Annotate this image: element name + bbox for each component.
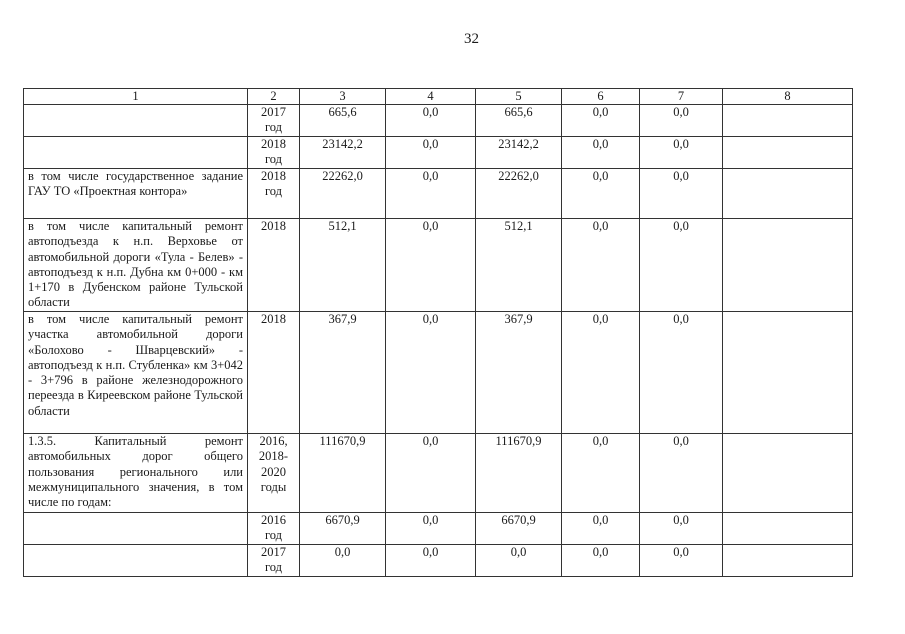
cell-col3: 23142,2	[300, 137, 386, 169]
column-header: 5	[476, 89, 562, 105]
cell-col6: 0,0	[562, 169, 640, 219]
row-description: в том числе капитальный ремонт автоподъезда к н.п. Верховье от автомобильной дороги «Тула - Белев» - автоподъезд к н.п. Дубна км 0+000 - км 1+170 в Дубенском районе Тульской области	[24, 219, 248, 312]
cell-col6: 0,0	[562, 137, 640, 169]
row-period: 2018 год	[248, 137, 300, 169]
row-description: в том числе государственное задание ГАУ ТО «Проектная контора»	[24, 169, 248, 219]
row-period: 2017 год	[248, 105, 300, 137]
row-description	[24, 513, 248, 545]
row-period: 2016 год	[248, 513, 300, 545]
row-period: 2017 год	[248, 545, 300, 577]
row-description	[24, 105, 248, 137]
cell-col8	[723, 545, 853, 577]
cell-col3: 665,6	[300, 105, 386, 137]
table-row	[24, 312, 853, 434]
column-header: 3	[300, 89, 386, 105]
page-number: 32	[464, 31, 479, 47]
cell-col6: 0,0	[562, 513, 640, 545]
cell-col4: 0,0	[386, 105, 476, 137]
row-period: 2016, 2018-2020 годы	[248, 434, 300, 513]
cell-col5: 665,6	[476, 105, 562, 137]
cell-col4: 0,0	[386, 545, 476, 577]
table-header-row	[24, 89, 853, 105]
cell-col4: 0,0	[386, 169, 476, 219]
budget-table	[23, 88, 853, 577]
table-row	[24, 434, 853, 513]
table-row	[24, 169, 853, 219]
cell-col4: 0,0	[386, 137, 476, 169]
cell-col6: 0,0	[562, 545, 640, 577]
table-row	[24, 219, 853, 312]
cell-col6: 0,0	[562, 105, 640, 137]
cell-col8	[723, 219, 853, 312]
cell-col6: 0,0	[562, 219, 640, 312]
cell-col4: 0,0	[386, 312, 476, 434]
row-period: 2018	[248, 219, 300, 312]
cell-col7: 0,0	[640, 137, 723, 169]
column-header: 2	[248, 89, 300, 105]
cell-col8	[723, 137, 853, 169]
row-description	[24, 545, 248, 577]
cell-col3: 367,9	[300, 312, 386, 434]
cell-col6: 0,0	[562, 434, 640, 513]
cell-col5: 367,9	[476, 312, 562, 434]
cell-col3: 22262,0	[300, 169, 386, 219]
cell-col3: 0,0	[300, 545, 386, 577]
table-row	[24, 513, 853, 545]
row-description	[24, 137, 248, 169]
cell-col7: 0,0	[640, 219, 723, 312]
cell-col7: 0,0	[640, 169, 723, 219]
cell-col8	[723, 169, 853, 219]
cell-col7: 0,0	[640, 545, 723, 577]
table-row	[24, 137, 853, 169]
cell-col7: 0,0	[640, 312, 723, 434]
cell-col5: 22262,0	[476, 169, 562, 219]
cell-col5: 6670,9	[476, 513, 562, 545]
cell-col5: 111670,9	[476, 434, 562, 513]
cell-col3: 6670,9	[300, 513, 386, 545]
cell-col8	[723, 513, 853, 545]
row-description: в том числе капитальный ремонт участка автомобильной дороги «Болохово - Шварцевский» - автоподъезд к н.п. Стубленка» км 3+042 - 3+796 в районе железнодорожного переезда в Киреевском районе Тульской области	[24, 312, 248, 434]
cell-col5: 0,0	[476, 545, 562, 577]
cell-col7: 0,0	[640, 105, 723, 137]
cell-col5: 23142,2	[476, 137, 562, 169]
cell-col4: 0,0	[386, 219, 476, 312]
cell-col3: 512,1	[300, 219, 386, 312]
cell-col4: 0,0	[386, 434, 476, 513]
column-header: 1	[24, 89, 248, 105]
row-description: 1.3.5. Капитальный ремонт автомобильных дорог общего пользования регионального или межмуниципального значения, в том числе по годам:	[24, 434, 248, 513]
table-row	[24, 545, 853, 577]
cell-col8	[723, 434, 853, 513]
column-header: 7	[640, 89, 723, 105]
cell-col3: 111670,9	[300, 434, 386, 513]
cell-col4: 0,0	[386, 513, 476, 545]
row-period: 2018 год	[248, 169, 300, 219]
cell-col8	[723, 105, 853, 137]
table-row	[24, 105, 853, 137]
row-period: 2018	[248, 312, 300, 434]
cell-col8	[723, 312, 853, 434]
cell-col6: 0,0	[562, 312, 640, 434]
cell-col7: 0,0	[640, 513, 723, 545]
column-header: 6	[562, 89, 640, 105]
cell-col7: 0,0	[640, 434, 723, 513]
column-header: 8	[723, 89, 853, 105]
cell-col5: 512,1	[476, 219, 562, 312]
column-header: 4	[386, 89, 476, 105]
